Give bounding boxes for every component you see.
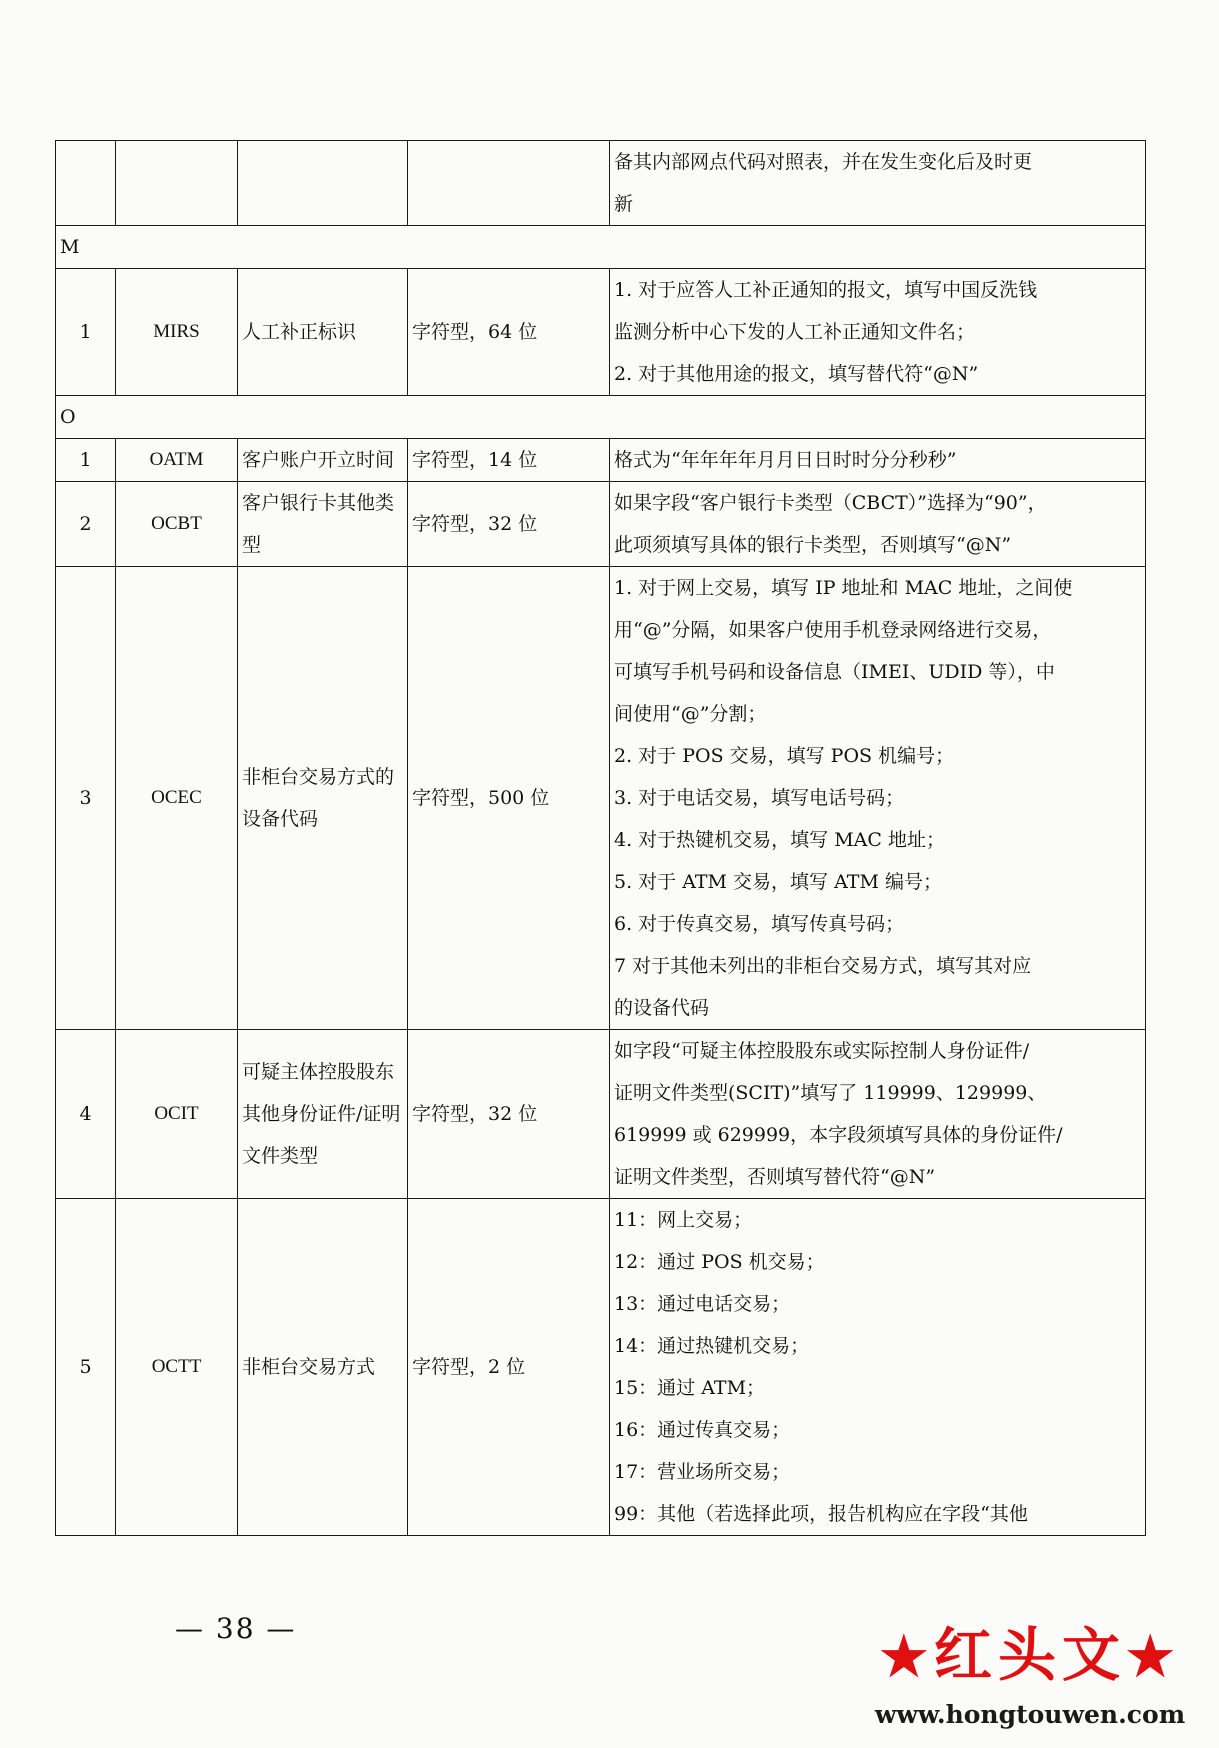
type-cell: 字符型，2 位	[408, 1199, 610, 1536]
name-cell: 客户账户开立时间	[238, 439, 408, 482]
description-line: 间使用“@”分割；	[614, 703, 767, 725]
table-row	[56, 1030, 1146, 1199]
description-line: 1. 对于网上交易，填写 IP 地址和 MAC 地址，之间使	[614, 577, 1073, 599]
code-cell: MIRS	[116, 269, 238, 396]
field-table	[55, 140, 1146, 1536]
description-cell	[610, 141, 1146, 226]
description-cell	[610, 439, 1146, 482]
description-line: 7 对于其他未列出的非柜台交易方式，填写其对应	[614, 955, 1032, 977]
star-icon: ★	[879, 1624, 934, 1688]
section-letter: O	[56, 396, 1146, 439]
type-cell: 字符型，32 位	[408, 1030, 610, 1199]
seq-cell: 3	[56, 567, 116, 1030]
description-line: 用“@”分隔，如果客户使用手机登录网络进行交易，	[614, 619, 1052, 641]
table-row	[56, 482, 1146, 567]
seq-cell: 4	[56, 1030, 116, 1199]
code-cell: OCIT	[116, 1030, 238, 1199]
description-line: 14：通过热键机交易；	[614, 1335, 810, 1357]
name-cell: 可疑主体控股股东其他身份证件/证明文件类型	[238, 1030, 408, 1199]
description-line: 15：通过 ATM；	[614, 1377, 766, 1399]
description-line: 16：通过传真交易；	[614, 1419, 791, 1441]
table-row	[56, 439, 1146, 482]
description-line: 的设备代码	[614, 997, 710, 1019]
description-line: 4. 对于热键机交易，填写 MAC 地址；	[614, 829, 945, 851]
description-line: 2. 对于 POS 交易，填写 POS 机编号；	[614, 745, 955, 767]
description-line: 17：营业场所交易；	[614, 1461, 791, 1483]
table-row	[56, 269, 1146, 396]
code-cell	[116, 141, 238, 226]
description-line: 新	[614, 193, 634, 215]
description-line: 11：网上交易；	[614, 1209, 753, 1231]
description-line: 3. 对于电话交易，填写电话号码；	[614, 787, 905, 809]
seq-cell: 1	[56, 439, 116, 482]
description-cell	[610, 1030, 1146, 1199]
description-line: 备其内部网点代码对照表，并在发生变化后及时更	[614, 151, 1033, 173]
description-line: 可填写手机号码和设备信息（IMEI、UDID 等），中	[614, 661, 1055, 683]
seq-cell: 2	[56, 482, 116, 567]
code-cell: OATM	[116, 439, 238, 482]
description-cell	[610, 567, 1146, 1030]
watermark-title	[840, 1608, 1219, 1692]
description-line: 2. 对于其他用途的报文，填写替代符“@N”	[614, 363, 979, 385]
type-cell: 字符型，32 位	[408, 482, 610, 567]
description-line: 13：通过电话交易；	[614, 1293, 791, 1315]
star-icon: ★	[1126, 1624, 1181, 1688]
description-cell	[610, 269, 1146, 396]
seq-cell	[56, 141, 116, 226]
description-cell	[610, 1199, 1146, 1536]
description-line: 5. 对于 ATM 交易，填写 ATM 编号；	[614, 871, 942, 893]
section-letter: M	[56, 226, 1146, 269]
seq-cell: 1	[56, 269, 116, 396]
watermark-title-text: 红头文	[933, 1621, 1126, 1689]
description-line: 6. 对于传真交易，填写传真号码；	[614, 913, 905, 935]
page-number: — 38 —	[175, 1612, 297, 1645]
description-line: 证明文件类型，否则填写替代符“@N”	[614, 1166, 936, 1188]
table-row	[56, 1199, 1146, 1536]
description-line: 如字段“可疑主体控股股东或实际控制人身份证件/	[614, 1040, 1030, 1062]
type-cell: 字符型，14 位	[408, 439, 610, 482]
name-cell	[238, 141, 408, 226]
description-line: 1. 对于应答人工补正通知的报文，填写中国反洗钱	[614, 279, 1038, 301]
field-table-body	[56, 141, 1146, 1536]
description-cell	[610, 482, 1146, 567]
name-cell: 非柜台交易方式	[238, 1199, 408, 1536]
seq-cell: 5	[56, 1199, 116, 1536]
table-row	[56, 141, 1146, 226]
table-row	[56, 567, 1146, 1030]
description-line: 619999 或 629999，本字段须填写具体的身份证件/	[614, 1124, 1063, 1146]
section-row	[56, 396, 1146, 439]
code-cell: OCBT	[116, 482, 238, 567]
name-cell: 客户银行卡其他类型	[238, 482, 408, 567]
description-line: 如果字段“客户银行卡类型（CBCT）”选择为“90”，	[614, 492, 1047, 514]
description-line: 格式为“年年年年月月日日时时分分秒秒”	[614, 449, 957, 471]
section-row	[56, 226, 1146, 269]
description-line: 此项须填写具体的银行卡类型，否则填写“@N”	[614, 534, 1012, 556]
description-line: 99：其他（若选择此项，报告机构应在字段“其他	[614, 1503, 1028, 1525]
name-cell: 非柜台交易方式的设备代码	[238, 567, 408, 1030]
code-cell: OCTT	[116, 1199, 238, 1536]
name-cell: 人工补正标识	[238, 269, 408, 396]
description-line: 证明文件类型(SCIT)”填写了 119999、129999、	[614, 1082, 1047, 1104]
watermark	[840, 1608, 1219, 1748]
type-cell: 字符型，64 位	[408, 269, 610, 396]
description-line: 监测分析中心下发的人工补正通知文件名；	[614, 321, 976, 343]
type-cell: 字符型，500 位	[408, 567, 610, 1030]
type-cell	[408, 141, 610, 226]
description-line: 12：通过 POS 机交易；	[614, 1251, 825, 1273]
code-cell: OCEC	[116, 567, 238, 1030]
watermark-url: www.hongtouwen.com	[874, 1700, 1186, 1729]
